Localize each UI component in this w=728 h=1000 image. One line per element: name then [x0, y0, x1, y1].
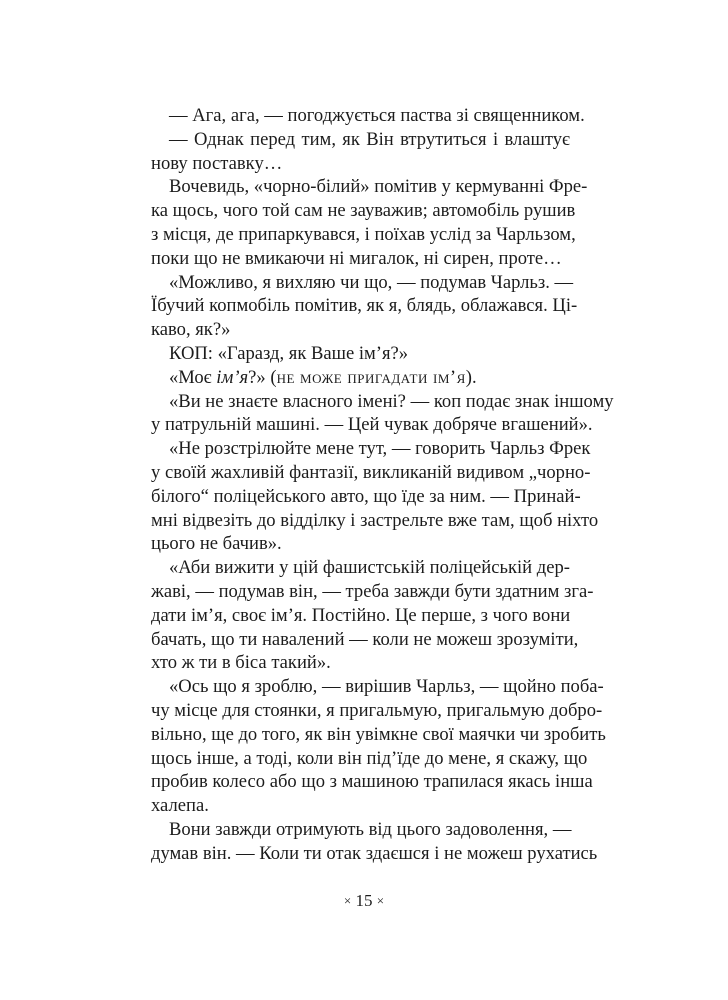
- text-line: — Ага, ага, — погоджується паства зі священником.: [169, 105, 585, 126]
- text-line: чу місце для стоянки, я пригальмую, пригальмую добро-: [151, 699, 603, 721]
- text-line: «Можливо, я вихляю чи що, — подумав Чарльз. —: [169, 271, 574, 293]
- text-line: «Ви не знаєте власного імені? — коп подає знак іншому: [169, 390, 614, 412]
- text-line: Їбучий копмобіль помітив, як я, блядь, облажався. Ці-: [151, 295, 578, 317]
- text-line: вільно, ще до того, як він увімкне свої маячки чи зробить: [151, 723, 606, 745]
- text-line: мні відвезіть до відділку і застрельте вже там, щоб ніхто: [151, 509, 599, 531]
- text-line: «Ось що я зроблю, — вирішив Чарльз, — щойно поба-: [169, 676, 604, 698]
- text-line: ка щось, чого той сам не зауважив; автомобіль рушив: [151, 200, 576, 222]
- text-line: — Однак перед тим, як Він втрутиться і влаштує: [169, 128, 570, 150]
- text-line: Вочевидь, «чорно-білий» помітив у кермуванні Фре-: [169, 176, 588, 198]
- text-line: каво, як?»: [151, 319, 231, 341]
- text-line: нову поставку…: [151, 152, 283, 174]
- text-line: халепа.: [151, 795, 209, 817]
- text-line: Вони завжди отримують від цього задоволення, —: [169, 818, 572, 840]
- text-line: «Аби вижити у цій фашистській поліцейській дер-: [169, 557, 570, 579]
- text-line: з місця, де припаркувався, і поїхав услід за Чарльзом,: [151, 223, 576, 245]
- text-line: цього не бачив».: [151, 533, 282, 555]
- text-line: поки що не вмикаючи ні мигалок, ні сирен, проте…: [151, 247, 562, 269]
- text-run: «Моє: [169, 366, 217, 388]
- text-line: КОП: «Гаразд, як Ваше ім’я?»: [169, 342, 409, 364]
- text-line: бачать, що ти навалений — коли не можеш зрозуміти,: [151, 628, 579, 650]
- text-line: хто ж ти в біса такий».: [151, 652, 331, 674]
- text-run: ).: [465, 366, 477, 388]
- page-number-value: 15: [355, 891, 373, 910]
- italic-run: ім’я: [216, 366, 249, 388]
- text-line: у своїй жахливій фантазії, викликаній видивом „чорно-: [151, 461, 591, 483]
- text-line: білого“ поліцейського авто, що їде за ним. — Принай-: [151, 485, 581, 507]
- text-line: пробив колесо або що з машиною трапилася якась інша: [151, 771, 593, 793]
- text-line: дати ім’я, своє ім’я. Постійно. Це перше, з чого вони: [151, 604, 571, 626]
- folio-ornament-left: ×: [343, 893, 352, 908]
- smallcaps-run: не може пригадати ім’я: [276, 366, 466, 388]
- text-line: у патрульній машині. — Цей чувак добряче вгашений».: [151, 414, 593, 436]
- text-line: щось інше, а тоді, коли він під’їде до мене, я скажу, що: [151, 747, 588, 769]
- page-number: [0, 891, 728, 911]
- body-text: [151, 104, 614, 866]
- text-run: ?» (: [248, 366, 277, 388]
- folio-ornament-right: ×: [376, 893, 385, 908]
- text-line: жаві, — подумав він, — треба завжди бути здатним зга-: [151, 580, 594, 602]
- text-line: «Не розстрілюйте мене тут, — говорить Чарльз Фрек: [169, 438, 591, 460]
- text-line: думав він. — Коли ти отак здаєшся і не можеш рухатись: [151, 842, 598, 864]
- text-line: [151, 366, 570, 390]
